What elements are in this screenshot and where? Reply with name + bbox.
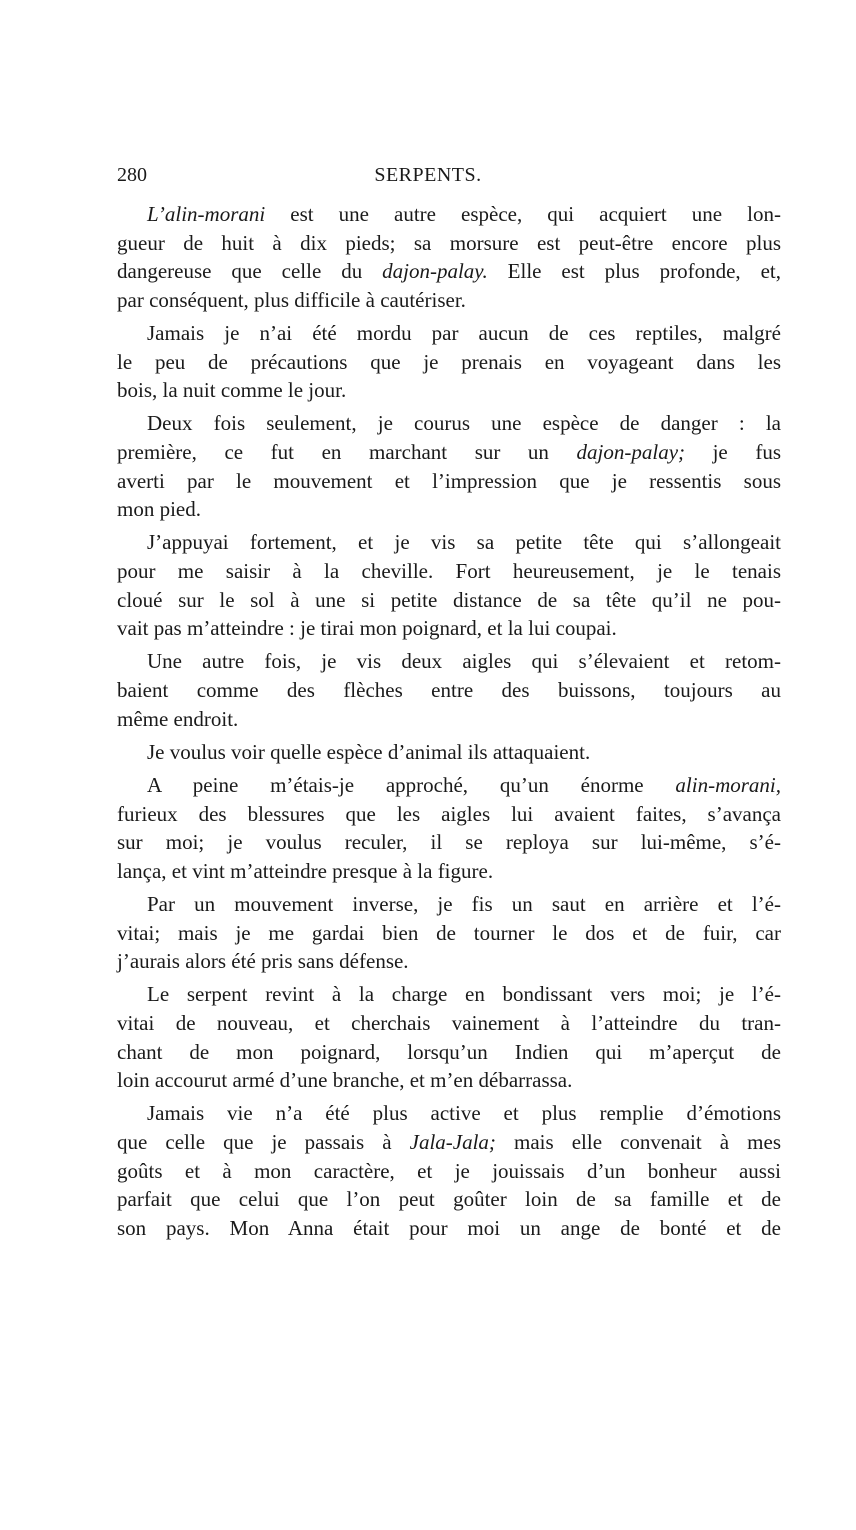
text-line: [147, 980, 781, 1008]
text-segment: loin accourut armé d’une branche, et m’en débarrassa.: [117, 1068, 573, 1093]
text-segment: furieux des blessures que les aigles lui avaient faites, s’avança: [117, 801, 781, 826]
text-line: [117, 857, 781, 885]
text-segment: vait pas m’atteindre : je tirai mon poignard, et la lui coupai.: [117, 616, 617, 641]
running-title: SERPENTS.: [374, 164, 482, 186]
text-segment: goûts et à mon caractère, et je jouissais d’un bonheur aussi: [117, 1158, 781, 1183]
text-line: [117, 1009, 781, 1037]
text-line: [147, 647, 781, 675]
text-line: [117, 947, 781, 975]
text-segment: parfait que celui que l’on peut goûter loin de sa famille et de: [117, 1187, 781, 1212]
text-segment: mon pied.: [117, 497, 201, 522]
text-segment: Jamais vie n’a été plus active et plus remplie d’émotions: [147, 1101, 781, 1126]
text-line: [117, 1157, 781, 1185]
text-segment: Elle est plus profonde, et,: [487, 259, 781, 284]
text-line: [117, 800, 781, 828]
text-line: [117, 1185, 781, 1213]
italic-term: dajon-palay;: [576, 440, 686, 464]
text-segment: chant de mon poignard, lorsqu’un Indien qui m’aperçut de: [117, 1039, 781, 1064]
text-segment: J’appuyai fortement, et je vis sa petite tête qui s’allongeait: [147, 530, 781, 555]
text-line: [117, 557, 781, 585]
text-line: [117, 828, 781, 856]
text-segment: première, ce fut en marchant sur un: [117, 440, 577, 464]
text-segment: j’aurais alors été pris sans défense.: [117, 949, 409, 974]
text-line: [147, 409, 781, 437]
text-line: [147, 1099, 781, 1127]
text-segment: Une autre fois, je vis deux aigles qui s’élevaient et retom-: [147, 649, 781, 674]
text-segment: pour me saisir à la cheville. Fort heureusement, je le tenais: [117, 559, 781, 583]
text-segment: vitai; mais je me gardai bien de tourner le dos et de fuir, car: [117, 920, 781, 945]
text-line: [117, 676, 781, 704]
text-line: [147, 319, 781, 347]
text-line: [117, 919, 781, 947]
text-line: [117, 286, 781, 314]
text-line: [147, 771, 781, 799]
text-line: [117, 229, 781, 257]
text-line: [147, 738, 781, 766]
italic-term: alin-morani,: [675, 773, 781, 797]
text-segment: Le serpent revint à la charge en bondissant vers moi; je l’é-: [147, 982, 781, 1007]
text-segment: cloué sur le sol à une si petite distance de sa tête qu’il ne pou-: [117, 587, 781, 612]
text-segment: baient comme des flèches entre des buissons, toujours au: [117, 678, 781, 702]
text-segment: que celle que je passais à: [117, 1130, 410, 1154]
text-segment: même endroit.: [117, 706, 239, 731]
text-segment: son pays. Mon Anna était pour moi un ange de bonté et de: [117, 1215, 781, 1240]
text-line: [117, 257, 781, 285]
text-line: [117, 705, 781, 733]
text-segment: gueur de huit à dix pieds; sa morsure est peut-être encore plus: [117, 230, 781, 255]
page-number: 280: [117, 164, 147, 186]
text-line: [117, 586, 781, 614]
text-segment: Deux fois seulement, je courus une espèce de danger : la: [147, 411, 781, 436]
text-line: [117, 495, 781, 523]
text-segment: le peu de précautions que je prenais en voyageant dans les: [117, 349, 781, 374]
text-segment: mais elle convenait à mes: [495, 1130, 781, 1154]
text-line: [117, 467, 781, 495]
text-line: [117, 1214, 781, 1242]
text-segment: bois, la nuit comme le jour.: [117, 378, 347, 403]
text-line: [117, 1128, 781, 1156]
text-segment: Jamais je n’ai été mordu par aucun de ces reptiles, malgré: [147, 321, 781, 345]
italic-term: L’alin-morani: [147, 202, 266, 226]
text-line: [117, 348, 781, 376]
text-segment: lança, et vint m’atteindre presque à la figure.: [117, 858, 494, 883]
text-line: [117, 1066, 781, 1094]
italic-term: Jala-Jala;: [409, 1130, 496, 1154]
text-segment: A peine m’étais-je approché, qu’un énorme: [147, 773, 676, 797]
text-segment: je fus: [685, 440, 781, 464]
text-line: [147, 528, 781, 556]
text-segment: vitai de nouveau, et cherchais vainement à l’atteindre du tran-: [117, 1011, 781, 1035]
text-segment: par conséquent, plus difficile à cautériser.: [117, 287, 466, 312]
text-segment: est une autre espèce, qui acquiert une lon-: [265, 202, 781, 226]
text-segment: sur moi; je voulus reculer, il se reploya sur lui-même, s’é-: [117, 830, 781, 855]
italic-term: dajon-palay.: [382, 259, 488, 284]
text-line: [147, 200, 781, 228]
text-segment: Par un mouvement inverse, je fis un saut en arrière et l’é-: [147, 892, 781, 916]
text-line: [117, 376, 781, 404]
text-segment: dangereuse que celle du: [117, 259, 383, 284]
text-line: [117, 438, 781, 466]
text-line: [117, 614, 781, 642]
text-line: [117, 1038, 781, 1066]
text-line: [147, 890, 781, 918]
text-segment: averti par le mouvement et l’impression que je ressentis sous: [117, 468, 781, 493]
text-segment: Je voulus voir quelle espèce d’animal ils attaquaient.: [147, 739, 591, 764]
